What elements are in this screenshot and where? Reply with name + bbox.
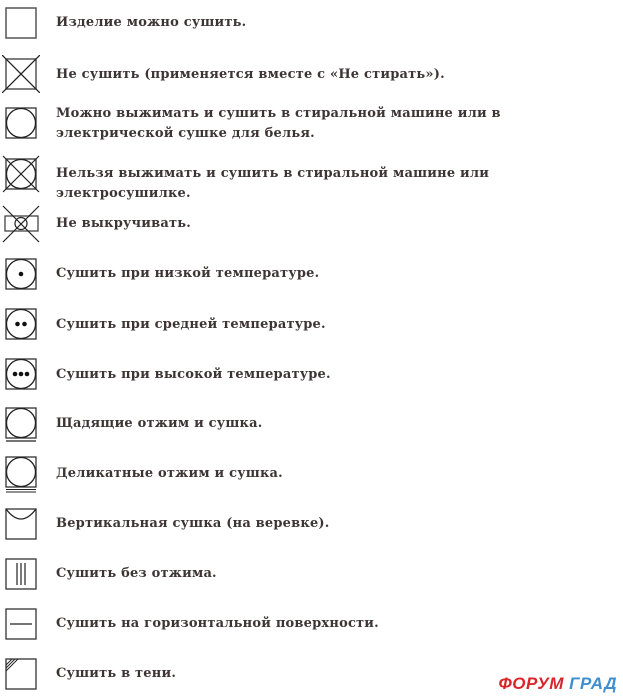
circle-one-dot-icon — [2, 255, 40, 293]
circle-three-dots-icon — [2, 355, 40, 393]
item-text: Сушить без отжима. — [56, 566, 217, 581]
square-icon — [2, 4, 40, 42]
crossed-circle-in-square-icon — [2, 155, 40, 193]
item-text: Можно выжимать и сушить в стиральной машине или в электрической сушке для белья. — [56, 106, 501, 141]
item-text: Не выкручивать. — [56, 216, 191, 231]
watermark-logo — [499, 674, 618, 694]
drip-dry-icon — [2, 555, 40, 593]
item-text: Вертикальная сушка (на веревке). — [56, 516, 330, 531]
item-text: Сушить при низкой температуре. — [56, 266, 320, 281]
item-text: Сушить в тени. — [56, 666, 177, 681]
circle-single-underline-icon — [2, 405, 40, 443]
item-text: Деликатные отжим и сушка. — [56, 466, 283, 481]
line-dry-icon — [2, 505, 40, 543]
item-text: Щадящие отжим и сушка. — [56, 416, 263, 431]
flat-dry-icon — [2, 605, 40, 643]
item-text: Нельзя выжимать и сушить в стиральной машине или электросушилке. — [56, 166, 490, 201]
circle-two-dots-icon — [2, 305, 40, 343]
watermark-part1: ФОРУМ — [498, 674, 564, 693]
item-text: Сушить при средней температуре. — [56, 317, 326, 332]
crossed-square-icon — [2, 55, 40, 93]
circle-double-underline-icon — [2, 455, 40, 493]
item-text: Изделие можно сушить. — [56, 15, 247, 30]
crossed-twist-icon — [2, 205, 40, 243]
item-text: Не сушить (применяется вместе с «Не стирать»). — [56, 67, 445, 82]
item-text: Сушить на горизонтальной поверхности. — [56, 616, 379, 631]
circle-in-square-icon — [2, 104, 40, 142]
watermark-part2: ГРАД — [569, 674, 617, 693]
shade-dry-icon — [2, 655, 40, 693]
item-text: Сушить при высокой температуре. — [56, 367, 331, 382]
